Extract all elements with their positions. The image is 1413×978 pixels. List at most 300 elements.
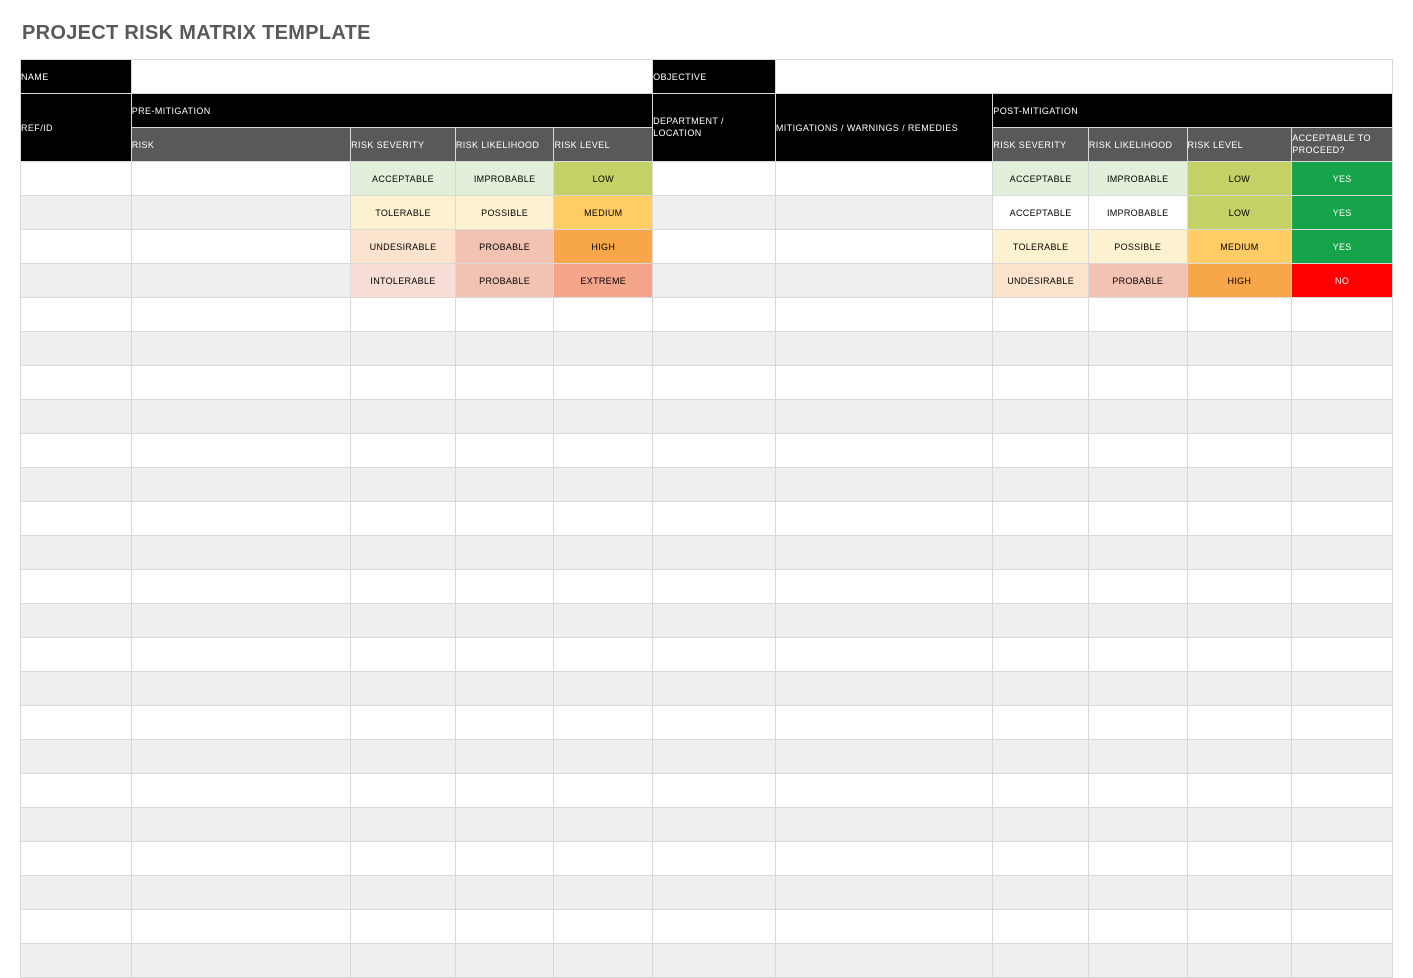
cell-empty[interactable] — [455, 604, 554, 638]
cell-empty[interactable] — [1292, 502, 1393, 536]
cell-empty[interactable] — [653, 604, 776, 638]
cell-empty[interactable] — [653, 740, 776, 774]
table-row — [21, 876, 1393, 910]
cell-department-location[interactable] — [653, 264, 776, 298]
cell-empty[interactable] — [351, 774, 456, 808]
cell-empty[interactable] — [455, 434, 554, 468]
cell-empty[interactable] — [775, 944, 992, 978]
table-row — [21, 910, 1393, 944]
header-risk-level: RISK LEVEL — [554, 128, 653, 162]
cell-empty[interactable] — [775, 842, 992, 876]
cell-empty[interactable] — [351, 638, 456, 672]
cell-risk-likelihood[interactable]: POSSIBLE — [455, 196, 554, 230]
cell-empty[interactable] — [554, 910, 653, 944]
table-row — [21, 944, 1393, 978]
table-row — [21, 604, 1393, 638]
cell-empty[interactable] — [1292, 672, 1393, 706]
cell-empty[interactable] — [775, 332, 992, 366]
cell-risk[interactable] — [131, 264, 350, 298]
cell-empty[interactable] — [455, 774, 554, 808]
cell-empty[interactable] — [993, 876, 1089, 910]
cell-risk-level[interactable]: EXTREME — [554, 264, 653, 298]
cell-empty[interactable] — [351, 910, 456, 944]
cell-empty[interactable] — [1187, 502, 1292, 536]
cell-acceptable-to-proceed[interactable]: YES — [1292, 162, 1393, 196]
cell-empty[interactable] — [455, 740, 554, 774]
cell-empty[interactable] — [653, 332, 776, 366]
cell-empty[interactable] — [554, 774, 653, 808]
cell-empty[interactable] — [775, 434, 992, 468]
cell-empty[interactable] — [1187, 536, 1292, 570]
cell-empty[interactable] — [1187, 468, 1292, 502]
table-row — [21, 434, 1393, 468]
header-post-risk-level: RISK LEVEL — [1187, 128, 1292, 162]
cell-empty[interactable] — [1292, 910, 1393, 944]
cell-empty[interactable] — [455, 570, 554, 604]
cell-empty[interactable] — [1088, 740, 1187, 774]
risk-matrix-table — [20, 59, 1393, 978]
cell-empty[interactable] — [131, 842, 350, 876]
cell-empty[interactable] — [653, 468, 776, 502]
table-row — [21, 808, 1393, 842]
cell-empty[interactable] — [21, 740, 132, 774]
table-row — [21, 502, 1393, 536]
cell-empty[interactable] — [1292, 366, 1393, 400]
cell-empty[interactable] — [1088, 366, 1187, 400]
cell-post-risk-level[interactable]: HIGH — [1187, 264, 1292, 298]
cell-empty[interactable] — [455, 502, 554, 536]
cell-empty[interactable] — [653, 570, 776, 604]
cell-empty[interactable] — [775, 910, 992, 944]
table-row — [21, 672, 1393, 706]
cell-empty[interactable] — [1187, 808, 1292, 842]
cell-empty[interactable] — [1088, 332, 1187, 366]
cell-empty[interactable] — [351, 502, 456, 536]
cell-empty[interactable] — [455, 842, 554, 876]
cell-empty[interactable] — [554, 604, 653, 638]
cell-empty[interactable] — [653, 536, 776, 570]
table-row — [21, 162, 1393, 196]
cell-empty[interactable] — [455, 298, 554, 332]
cell-empty[interactable] — [351, 944, 456, 978]
cell-post-risk-severity[interactable]: UNDESIRABLE — [993, 264, 1089, 298]
cell-mitigations[interactable] — [775, 264, 992, 298]
cell-empty[interactable] — [554, 672, 653, 706]
cell-empty[interactable] — [1088, 604, 1187, 638]
cell-empty[interactable] — [1187, 842, 1292, 876]
cell-empty[interactable] — [993, 400, 1089, 434]
cell-empty[interactable] — [131, 468, 350, 502]
cell-acceptable-to-proceed[interactable]: YES — [1292, 196, 1393, 230]
cell-empty[interactable] — [653, 910, 776, 944]
cell-empty[interactable] — [1187, 298, 1292, 332]
cell-post-risk-likelihood[interactable]: PROBABLE — [1088, 264, 1187, 298]
cell-risk-likelihood[interactable]: PROBABLE — [455, 230, 554, 264]
cell-empty[interactable] — [21, 672, 132, 706]
cell-empty[interactable] — [351, 808, 456, 842]
cell-empty[interactable] — [993, 706, 1089, 740]
cell-empty[interactable] — [1187, 944, 1292, 978]
cell-empty[interactable] — [455, 366, 554, 400]
cell-empty[interactable] — [993, 332, 1089, 366]
cell-empty[interactable] — [1292, 740, 1393, 774]
cell-empty[interactable] — [351, 536, 456, 570]
cell-empty[interactable] — [993, 944, 1089, 978]
cell-empty[interactable] — [131, 570, 350, 604]
cell-empty[interactable] — [131, 910, 350, 944]
cell-empty[interactable] — [21, 502, 132, 536]
cell-risk-likelihood[interactable]: PROBABLE — [455, 264, 554, 298]
cell-post-risk-likelihood[interactable]: IMPROBABLE — [1088, 196, 1187, 230]
cell-department-location[interactable] — [653, 230, 776, 264]
cell-empty[interactable] — [455, 672, 554, 706]
table-row — [21, 468, 1393, 502]
cell-empty[interactable] — [351, 842, 456, 876]
cell-empty[interactable] — [993, 434, 1089, 468]
cell-empty[interactable] — [1292, 298, 1393, 332]
cell-empty[interactable] — [131, 876, 350, 910]
cell-empty[interactable] — [351, 706, 456, 740]
cell-empty[interactable] — [21, 842, 132, 876]
cell-empty[interactable] — [131, 944, 350, 978]
cell-empty[interactable] — [993, 774, 1089, 808]
cell-empty[interactable] — [1088, 774, 1187, 808]
info-row — [21, 60, 1393, 94]
cell-empty[interactable] — [1292, 944, 1393, 978]
cell-post-risk-severity[interactable]: ACCEPTABLE — [993, 162, 1089, 196]
table-row — [21, 264, 1393, 298]
cell-empty[interactable] — [993, 672, 1089, 706]
cell-empty[interactable] — [1088, 876, 1187, 910]
cell-empty[interactable] — [993, 604, 1089, 638]
cell-empty[interactable] — [455, 536, 554, 570]
cell-empty[interactable] — [554, 332, 653, 366]
cell-empty[interactable] — [554, 298, 653, 332]
cell-empty[interactable] — [131, 672, 350, 706]
cell-empty[interactable] — [131, 604, 350, 638]
cell-empty[interactable] — [1088, 808, 1187, 842]
cell-empty[interactable] — [1292, 434, 1393, 468]
cell-mitigations[interactable] — [775, 230, 992, 264]
cell-empty[interactable] — [993, 638, 1089, 672]
cell-empty[interactable] — [1088, 672, 1187, 706]
table-row — [21, 332, 1393, 366]
cell-empty[interactable] — [775, 706, 992, 740]
cell-empty[interactable] — [21, 706, 132, 740]
cell-empty[interactable] — [1292, 706, 1393, 740]
cell-empty[interactable] — [455, 944, 554, 978]
cell-department-location[interactable] — [653, 196, 776, 230]
cell-risk-level[interactable]: MEDIUM — [554, 196, 653, 230]
cell-risk-severity[interactable]: UNDESIRABLE — [351, 230, 456, 264]
cell-empty[interactable] — [775, 740, 992, 774]
cell-empty[interactable] — [21, 332, 132, 366]
cell-empty[interactable] — [21, 570, 132, 604]
cell-empty[interactable] — [131, 434, 350, 468]
cell-empty[interactable] — [1292, 876, 1393, 910]
header-post-risk-likelihood: RISK LIKELIHOOD — [1088, 128, 1187, 162]
header-risk-severity: RISK SEVERITY — [351, 128, 456, 162]
cell-empty[interactable] — [1088, 536, 1187, 570]
cell-empty[interactable] — [554, 740, 653, 774]
cell-empty[interactable] — [1187, 740, 1292, 774]
cell-risk-level[interactable]: HIGH — [554, 230, 653, 264]
cell-empty[interactable] — [1292, 570, 1393, 604]
cell-post-risk-severity[interactable]: ACCEPTABLE — [993, 196, 1089, 230]
cell-empty[interactable] — [1292, 638, 1393, 672]
cell-empty[interactable] — [1088, 638, 1187, 672]
cell-empty[interactable] — [131, 638, 350, 672]
cell-mitigations[interactable] — [775, 162, 992, 196]
cell-empty[interactable] — [554, 468, 653, 502]
cell-post-risk-likelihood[interactable]: POSSIBLE — [1088, 230, 1187, 264]
cell-empty[interactable] — [775, 298, 992, 332]
cell-empty[interactable] — [653, 366, 776, 400]
cell-empty[interactable] — [554, 876, 653, 910]
cell-empty[interactable] — [554, 944, 653, 978]
cell-empty[interactable] — [131, 536, 350, 570]
cell-empty[interactable] — [131, 740, 350, 774]
cell-empty[interactable] — [653, 638, 776, 672]
cell-empty[interactable] — [21, 298, 132, 332]
cell-empty[interactable] — [775, 774, 992, 808]
header-pre-mitigation: PRE-MITIGATION — [131, 94, 652, 128]
cell-empty[interactable] — [1088, 570, 1187, 604]
cell-empty[interactable] — [351, 604, 456, 638]
cell-empty[interactable] — [351, 400, 456, 434]
table-row — [21, 196, 1393, 230]
cell-empty[interactable] — [21, 434, 132, 468]
cell-risk-level[interactable]: LOW — [554, 162, 653, 196]
cell-empty[interactable] — [775, 638, 992, 672]
cell-post-risk-level[interactable]: MEDIUM — [1187, 230, 1292, 264]
cell-empty[interactable] — [1187, 672, 1292, 706]
cell-empty[interactable] — [653, 876, 776, 910]
cell-empty[interactable] — [775, 366, 992, 400]
cell-acceptable-to-proceed[interactable]: NO — [1292, 264, 1393, 298]
cell-empty[interactable] — [993, 298, 1089, 332]
cell-post-risk-likelihood[interactable]: IMPROBABLE — [1088, 162, 1187, 196]
cell-empty[interactable] — [1292, 604, 1393, 638]
cell-empty[interactable] — [653, 944, 776, 978]
cell-empty[interactable] — [21, 774, 132, 808]
cell-empty[interactable] — [351, 876, 456, 910]
cell-empty[interactable] — [351, 672, 456, 706]
cell-empty[interactable] — [1187, 604, 1292, 638]
cell-empty[interactable] — [993, 740, 1089, 774]
table-row — [21, 536, 1393, 570]
cell-empty[interactable] — [351, 298, 456, 332]
cell-risk-severity[interactable]: INTOLERABLE — [351, 264, 456, 298]
cell-empty[interactable] — [455, 638, 554, 672]
cell-empty[interactable] — [1292, 536, 1393, 570]
cell-empty[interactable] — [653, 842, 776, 876]
cell-empty[interactable] — [653, 434, 776, 468]
empty-rows-body — [21, 298, 1393, 978]
cell-empty[interactable] — [993, 808, 1089, 842]
cell-empty[interactable] — [21, 366, 132, 400]
cell-empty[interactable] — [1088, 298, 1187, 332]
cell-empty[interactable] — [554, 706, 653, 740]
cell-empty[interactable] — [993, 468, 1089, 502]
cell-ref-id[interactable] — [21, 264, 132, 298]
cell-empty[interactable] — [653, 672, 776, 706]
cell-empty[interactable] — [21, 536, 132, 570]
cell-ref-id[interactable] — [21, 162, 132, 196]
cell-risk-severity[interactable]: TOLERABLE — [351, 196, 456, 230]
cell-empty[interactable] — [1088, 502, 1187, 536]
cell-empty[interactable] — [131, 706, 350, 740]
cell-empty[interactable] — [554, 808, 653, 842]
cell-empty[interactable] — [1292, 808, 1393, 842]
cell-empty[interactable] — [653, 774, 776, 808]
cell-risk-likelihood[interactable]: IMPROBABLE — [455, 162, 554, 196]
cell-post-risk-level[interactable]: LOW — [1187, 162, 1292, 196]
cell-empty[interactable] — [993, 570, 1089, 604]
cell-post-risk-severity[interactable]: TOLERABLE — [993, 230, 1089, 264]
cell-empty[interactable] — [131, 332, 350, 366]
cell-risk[interactable] — [131, 230, 350, 264]
cell-empty[interactable] — [1292, 332, 1393, 366]
cell-empty[interactable] — [775, 468, 992, 502]
cell-empty[interactable] — [1088, 910, 1187, 944]
cell-empty[interactable] — [131, 366, 350, 400]
cell-empty[interactable] — [1088, 706, 1187, 740]
cell-risk[interactable] — [131, 196, 350, 230]
cell-empty[interactable] — [775, 604, 992, 638]
cell-empty[interactable] — [1187, 400, 1292, 434]
cell-empty[interactable] — [1187, 434, 1292, 468]
cell-empty[interactable] — [775, 672, 992, 706]
cell-empty[interactable] — [653, 298, 776, 332]
cell-empty[interactable] — [775, 536, 992, 570]
cell-empty[interactable] — [1292, 400, 1393, 434]
cell-empty[interactable] — [455, 400, 554, 434]
cell-empty[interactable] — [455, 468, 554, 502]
objective-value[interactable] — [775, 60, 1392, 94]
cell-empty[interactable] — [775, 502, 992, 536]
cell-empty[interactable] — [131, 502, 350, 536]
cell-empty[interactable] — [653, 808, 776, 842]
cell-empty[interactable] — [775, 570, 992, 604]
header-department-location: DEPARTMENT / LOCATION — [653, 94, 776, 162]
table-row — [21, 400, 1393, 434]
cell-empty[interactable] — [993, 502, 1089, 536]
cell-empty[interactable] — [21, 468, 132, 502]
cell-empty[interactable] — [455, 876, 554, 910]
cell-empty[interactable] — [993, 536, 1089, 570]
header-post-risk-severity: RISK SEVERITY — [993, 128, 1089, 162]
cell-empty[interactable] — [653, 400, 776, 434]
cell-empty[interactable] — [131, 298, 350, 332]
cell-empty[interactable] — [21, 400, 132, 434]
cell-empty[interactable] — [351, 740, 456, 774]
cell-empty[interactable] — [1088, 400, 1187, 434]
cell-empty[interactable] — [351, 366, 456, 400]
cell-empty[interactable] — [1187, 910, 1292, 944]
cell-ref-id[interactable] — [21, 196, 132, 230]
cell-empty[interactable] — [1292, 842, 1393, 876]
cell-empty[interactable] — [1292, 468, 1393, 502]
cell-empty[interactable] — [775, 400, 992, 434]
table-row — [21, 774, 1393, 808]
cell-empty[interactable] — [1088, 468, 1187, 502]
cell-department-location[interactable] — [653, 162, 776, 196]
cell-risk[interactable] — [131, 162, 350, 196]
cell-empty[interactable] — [1088, 842, 1187, 876]
cell-empty[interactable] — [1187, 366, 1292, 400]
cell-empty[interactable] — [131, 808, 350, 842]
table-row — [21, 842, 1393, 876]
cell-empty[interactable] — [554, 434, 653, 468]
cell-risk-severity[interactable]: ACCEPTABLE — [351, 162, 456, 196]
name-value[interactable] — [131, 60, 652, 94]
cell-empty[interactable] — [1187, 570, 1292, 604]
cell-empty[interactable] — [21, 944, 132, 978]
table-row — [21, 298, 1393, 332]
cell-empty[interactable] — [1088, 434, 1187, 468]
cell-empty[interactable] — [1292, 774, 1393, 808]
cell-post-risk-level[interactable]: LOW — [1187, 196, 1292, 230]
cell-empty[interactable] — [455, 706, 554, 740]
cell-mitigations[interactable] — [775, 196, 992, 230]
page-title: PROJECT RISK MATRIX TEMPLATE — [22, 22, 371, 44]
cell-empty[interactable] — [554, 570, 653, 604]
cell-empty[interactable] — [21, 638, 132, 672]
cell-empty[interactable] — [1187, 706, 1292, 740]
cell-empty[interactable] — [455, 910, 554, 944]
table-row — [21, 366, 1393, 400]
cell-empty[interactable] — [993, 366, 1089, 400]
group-header-row — [21, 94, 1393, 128]
cell-empty[interactable] — [21, 876, 132, 910]
cell-empty[interactable] — [993, 842, 1089, 876]
cell-empty[interactable] — [653, 706, 776, 740]
cell-ref-id[interactable] — [21, 230, 132, 264]
cell-empty[interactable] — [131, 400, 350, 434]
cell-empty[interactable] — [1187, 638, 1292, 672]
cell-empty[interactable] — [653, 502, 776, 536]
cell-empty[interactable] — [993, 910, 1089, 944]
cell-empty[interactable] — [775, 876, 992, 910]
cell-empty[interactable] — [554, 638, 653, 672]
table-row — [21, 740, 1393, 774]
cell-empty[interactable] — [21, 910, 132, 944]
cell-empty[interactable] — [21, 604, 132, 638]
cell-empty[interactable] — [554, 400, 653, 434]
cell-empty[interactable] — [1088, 944, 1187, 978]
cell-empty[interactable] — [351, 468, 456, 502]
table-row — [21, 570, 1393, 604]
cell-empty[interactable] — [554, 536, 653, 570]
cell-empty[interactable] — [455, 332, 554, 366]
cell-empty[interactable] — [1187, 332, 1292, 366]
cell-empty[interactable] — [554, 842, 653, 876]
cell-empty[interactable] — [455, 808, 554, 842]
cell-empty[interactable] — [131, 774, 350, 808]
cell-empty[interactable] — [21, 808, 132, 842]
cell-empty[interactable] — [351, 332, 456, 366]
cell-empty[interactable] — [554, 366, 653, 400]
cell-empty[interactable] — [1187, 876, 1292, 910]
cell-empty[interactable] — [554, 502, 653, 536]
cell-acceptable-to-proceed[interactable]: YES — [1292, 230, 1393, 264]
header-ref-id: REF/ID — [21, 94, 132, 162]
cell-empty[interactable] — [351, 434, 456, 468]
cell-empty[interactable] — [775, 808, 992, 842]
cell-empty[interactable] — [1187, 774, 1292, 808]
cell-empty[interactable] — [351, 570, 456, 604]
